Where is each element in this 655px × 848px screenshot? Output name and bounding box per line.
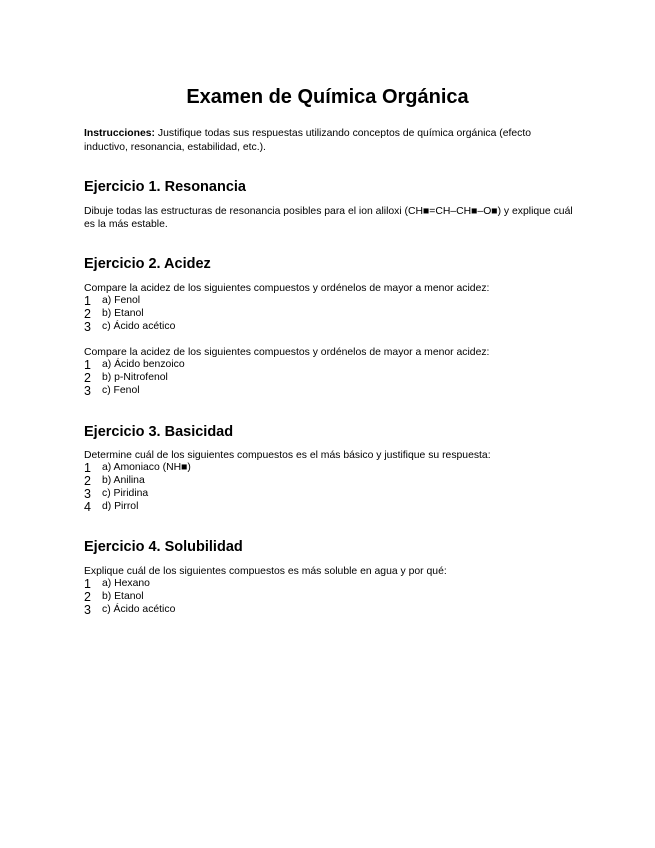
exercise-3-prompt: Determine cuál de los siguientes compuestos es el más básico y justifique su respuesta:	[84, 450, 491, 461]
list-item	[84, 371, 185, 384]
list-item	[84, 358, 185, 371]
item-number: 3	[84, 320, 91, 334]
list-item	[84, 590, 175, 603]
exercise-2-q2-list	[84, 358, 185, 397]
item-text: b) Etanol	[102, 591, 144, 602]
exercise-2-heading: Ejercicio 2. Acidez	[84, 256, 211, 272]
item-text: a) Ácido benzoico	[102, 359, 185, 370]
instructions-label: Instrucciones:	[84, 128, 156, 139]
item-number: 1	[84, 577, 91, 591]
exercise-2-q1-list	[84, 294, 175, 333]
item-text: c) Ácido acético	[102, 604, 176, 615]
list-item	[84, 320, 175, 333]
list-item	[84, 294, 175, 307]
exercise-3-list	[84, 461, 191, 513]
item-text: c) Ácido acético	[102, 321, 176, 332]
exercise-3-heading: Ejercicio 3. Basicidad	[84, 424, 234, 440]
item-text: a) Fenol	[102, 295, 141, 306]
list-item	[84, 500, 191, 513]
item-number: 3	[84, 384, 91, 398]
item-text: c) Piridina	[102, 488, 149, 499]
instructions	[84, 127, 574, 154]
list-item	[84, 307, 175, 320]
item-number: 2	[84, 474, 91, 488]
list-item	[84, 603, 175, 616]
item-number: 2	[84, 307, 91, 321]
list-item	[84, 384, 185, 397]
instructions-text: Justifique todas sus respuestas utilizando conceptos de química orgánica (efecto inductivo, resonancia, estabilidad, etc.).	[84, 128, 532, 153]
exercise-4-prompt: Explique cuál de los siguientes compuestos es más soluble en agua y por qué:	[84, 566, 447, 577]
item-number: 1	[84, 461, 91, 475]
list-item	[84, 474, 191, 487]
item-number: 1	[84, 358, 91, 372]
list-item	[84, 487, 191, 500]
list-item	[84, 577, 175, 590]
item-text: c) Fenol	[102, 385, 140, 396]
exercise-1-heading: Ejercicio 1. Resonancia	[84, 179, 246, 195]
item-number: 1	[84, 294, 91, 308]
item-number: 3	[84, 487, 91, 501]
item-text: b) Etanol	[102, 308, 144, 319]
item-text: d) Pirrol	[102, 501, 139, 512]
item-number: 2	[84, 371, 91, 385]
item-text: b) Anilina	[102, 475, 145, 486]
list-item	[84, 461, 191, 474]
exercise-2-q2-prompt: Compare la acidez de los siguientes compuestos y ordénelos de mayor a menor acidez:	[84, 347, 490, 358]
item-text: b) p-Nitrofenol	[102, 372, 168, 383]
exercise-4-heading: Ejercicio 4. Solubilidad	[84, 539, 243, 555]
exercise-2-q1-prompt: Compare la acidez de los siguientes compuestos y ordénelos de mayor a menor acidez:	[84, 283, 490, 294]
item-text: a) Hexano	[102, 578, 150, 589]
exercise-1-text: Dibuje todas las estructuras de resonancia posibles para el ion aliloxi (CH■=CH–CH■–O■) y explique cuál es la más estable.	[84, 206, 573, 230]
page-title: Examen de Química Orgánica	[186, 86, 469, 108]
exercise-4-list	[84, 577, 175, 616]
item-number: 2	[84, 590, 91, 604]
item-number: 4	[84, 500, 91, 514]
item-text: a) Amoniaco (NH■)	[102, 462, 191, 473]
item-number: 3	[84, 603, 91, 617]
